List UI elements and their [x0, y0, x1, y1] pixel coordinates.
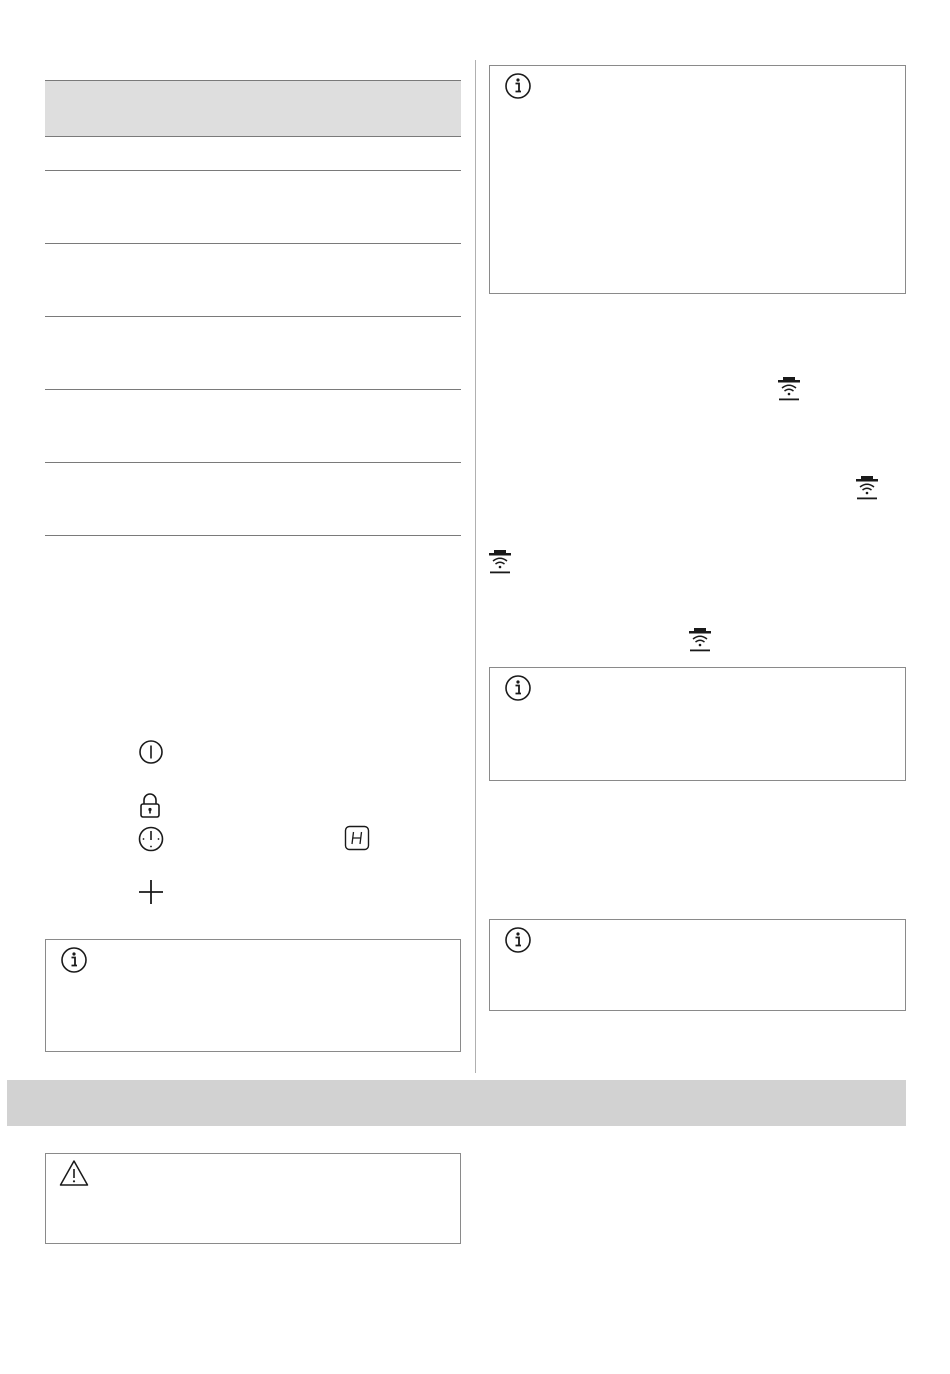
section-heading-band: [7, 1080, 906, 1126]
table-row: [45, 463, 461, 536]
column-divider: [475, 60, 476, 1073]
warning-triangle-icon: [59, 1159, 89, 1187]
plus-icon: [137, 878, 165, 906]
power-on-off-icon: [138, 739, 164, 765]
info-icon: [504, 674, 532, 702]
lock-icon: [139, 793, 161, 819]
info-note: [489, 65, 906, 294]
info-icon: [504, 926, 532, 954]
residual-heat-h-icon: [344, 825, 370, 851]
table-row: [45, 137, 461, 171]
hob-to-hood-icon: [488, 549, 512, 575]
timer-icon: [137, 825, 165, 853]
info-icon: [60, 946, 88, 974]
info-note: [45, 939, 461, 1052]
table-row: [45, 317, 461, 390]
info-icon: [504, 72, 532, 100]
table-header: [45, 80, 461, 137]
table-row: [45, 390, 461, 463]
info-note: [489, 667, 906, 781]
info-note: [489, 919, 906, 1011]
hob-to-hood-icon: [855, 475, 879, 501]
hob-to-hood-icon: [688, 627, 712, 653]
table-row: [45, 244, 461, 317]
hob-to-hood-icon: [777, 376, 801, 402]
warning-note: [45, 1153, 461, 1244]
table-row: [45, 171, 461, 244]
